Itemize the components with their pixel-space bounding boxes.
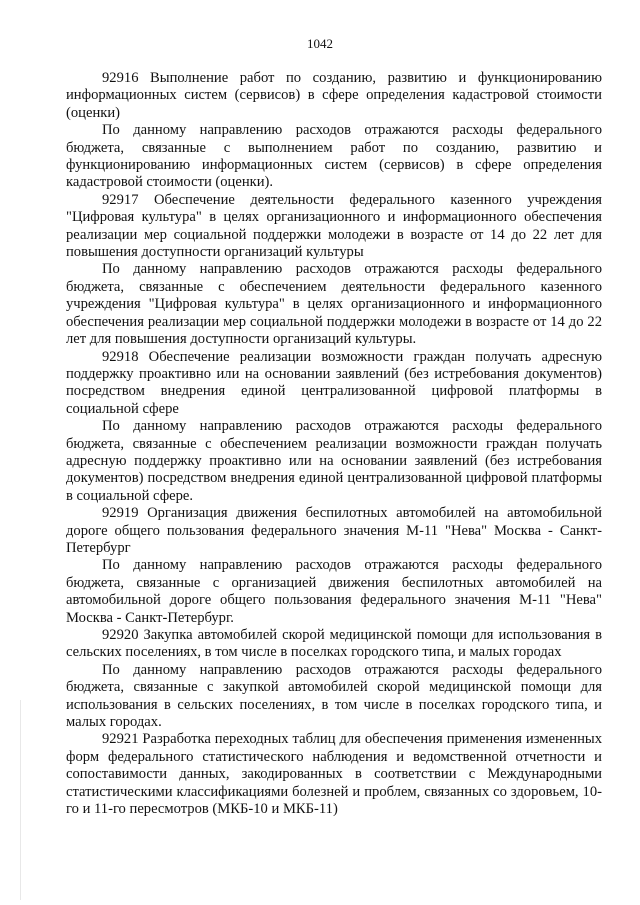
item-description-92919: По данному направлению расходов отражаются расходы федерального бюджета, связанные с организацией движения беспилотных автомобилей на автомобильной дороге общего пользования федерального значения М-11 "Нева" Москва - Санкт-Петербург. (66, 557, 602, 626)
document-body (66, 70, 602, 818)
item-description-92918: По данному направлению расходов отражаются расходы федерального бюджета, связанные с обеспечением реализации возможности граждан получать адресную поддержку проактивно или на основании заявлений (без истребования документов) посредством внедрения единой централизованной цифровой платформы в социальной сфере. (66, 418, 602, 504)
item-description-92916: По данному направлению расходов отражаются расходы федерального бюджета, связанные с выполнением работ по созданию, развитию и функционированию информационных систем (сервисов) в сфере определения кадастровой стоимости (оценки). (66, 122, 602, 191)
item-heading-92917: 92917 Обеспечение деятельности федерального казенного учреждения "Цифровая культура" в целях организационного и информационного обеспечения реализации мер социальной поддержки молодежи в возрасте от 14 до 22 лет для повышения доступности организаций культуры (66, 191, 602, 261)
item-heading-92916: 92916 Выполнение работ по созданию, развитию и функционированию информационных систем (сервисов) в сфере определения кадастровой стоимости (оценки) (66, 70, 602, 121)
item-heading-92919: 92919 Организация движения беспилотных автомобилей на автомобильной дороге общего пользования федерального значения М-11 "Нева" Москва - Санкт-Петербург (66, 505, 602, 556)
scan-edge-line (20, 700, 21, 900)
item-description-92920: По данному направлению расходов отражаются расходы федерального бюджета, связанные с закупкой автомобилей скорой медицинской помощи для использования в сельских поселениях, в том числе в поселках городского типа, и малых городах. (66, 661, 602, 731)
page-number: 1042 (307, 36, 333, 51)
item-heading-92920: 92920 Закупка автомобилей скорой медицинской помощи для использования в сельских поселениях, в том числе в поселках городского типа, и малых городах (66, 627, 602, 661)
item-heading-92921: 92921 Разработка переходных таблиц для обеспечения применения измененных форм федерального статистического наблюдения и ведомственной отчетности и сопоставимости данных, закодированных в соответствии с Международными статистическими классификациями болезней и проблем, связанных со здоровьем, 10-го и 11-го пересмотров (МКБ-10 и МКБ-11) (66, 731, 602, 818)
item-heading-92918: 92918 Обеспечение реализации возможности граждан получать адресную поддержку проактивно или на основании заявлений (без истребования документов) посредством внедрения единой централизованной цифровой платформы в социальной сфере (66, 348, 602, 417)
item-description-92917: По данному направлению расходов отражаются расходы федерального бюджета, связанные с обеспечением деятельности федерального казенного учреждения "Цифровая культура" в целях организационного и информационного обеспечения реализации мер социальной поддержки молодежи в возрасте от 14 до 22 лет для повышения доступности организаций культуры. (66, 261, 602, 348)
